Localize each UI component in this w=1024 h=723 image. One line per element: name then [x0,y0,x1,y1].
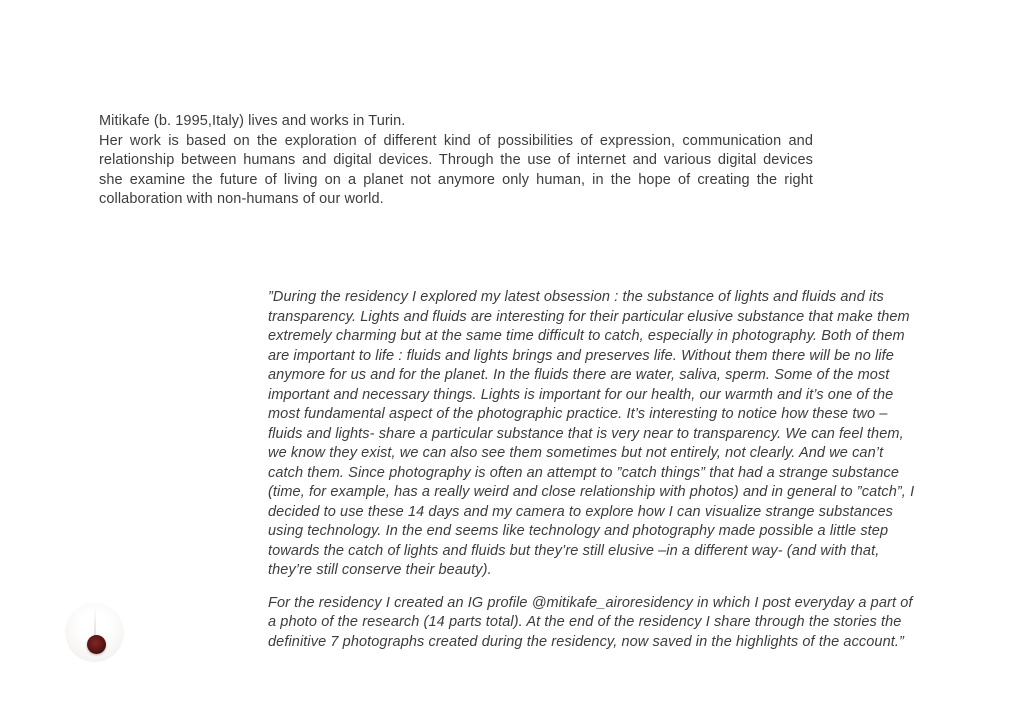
text-line: they’re still conserve their beauty). [268,562,492,578]
text-line: catch them. Since photography is often an attempt to ”catch things” that had a strange substance [268,464,900,481]
text-line: she examine the future of living on a planet not anymore only human, in the hope of creating the right [99,171,813,188]
red-droplet [87,635,106,654]
droplet-photo-thumbnail [65,603,124,662]
text-line: Her work is based on the exploration of different kind of possibilities of expression, communication and [99,132,813,149]
text-line: decided to use these 14 days and my camera to explore how I can visualize strange substances [268,503,893,520]
text-line: ”During the residency I explored my latest obsession : the substance of lights and fluids and its [268,289,884,305]
text-line: fluids and lights- share a particular substance that is very near to transparency. We can feel them, [268,425,904,442]
text-line: towards the catch of lights and fluids but they’re still elusive –in a different way- (and with that, [268,542,880,559]
bio-intro-line: Mitikafe (b. 1995,Italy) lives and works in Turin. [99,113,406,129]
text-line: important and necessary things. Lights is important for our health, our warmth and it’s one of the [268,386,894,403]
text-line: a photo of the research (14 parts total). At the end of the residency I share through the stories the [268,614,902,630]
text-line: (time, for example, has a really weird and close relationship with photos) and in general to ”catch”, I [268,484,915,500]
text-line: transparency. Lights and fluids are interesting for their particular elusive substance that make them [268,308,910,325]
artist-statement [268,288,938,652]
droplet-thread [94,606,96,637]
text-line: For the residency I created an IG profile @mitikafe_airoresidency in which I post everyday a part of [268,594,913,611]
text-line: most fundamental aspect of the photographic practice. It’s interesting to notice how these two – [268,406,888,422]
text-line: anymore for us and for the planet. In the fluids there are water, saliva, sperm. Some of the most [268,367,890,383]
text-line: using technology. In the end seems like technology and photography made possible a little step [268,523,889,539]
text-line: are important to life : fluids and lights brings and preserves life. Without them there will be no life [268,347,894,364]
statement-paragraph-2 [268,594,938,653]
artist-bio [99,112,813,210]
statement-paragraph-1 [268,288,938,581]
text-line: we know they exist, we can also see them sometimes but not entirely, not clearly. And we can’t [268,445,884,461]
text-line: relationship between humans and digital devices. Through the use of internet and various digital devices [99,152,813,168]
text-line: definitive 7 photographs created during the residency, now saved in the highlights of the account.” [268,633,904,650]
text-line: collaboration with non-humans of our world. [99,191,384,207]
text-line: extremely charming but at the same time difficult to catch, especially in photography. Both of them [268,328,905,344]
bio-body [99,132,813,210]
